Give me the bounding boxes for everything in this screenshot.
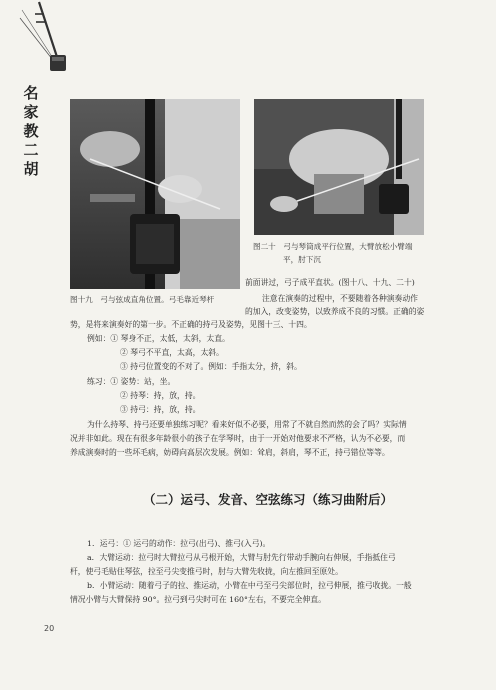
example-line-1: 例如：① 琴身不正，太低，太斜，太直。	[87, 334, 230, 343]
example-line-2: ② 琴弓不平直，太高，太斜。	[120, 348, 224, 357]
bowing-line-2: a．大臂运动：拉弓时大臂拉弓从弓根开始，大臂与肘先行带动手腕向右伸展，手指抵住弓	[87, 553, 396, 562]
figure-19-caption: 图十九 弓与弦成直角位置。弓毛靠近琴杆	[70, 295, 215, 304]
practice-line-3: ③ 持弓：持，放，持。	[120, 405, 201, 414]
photo-figure-20	[254, 99, 424, 235]
bowing-line-1: 1．运弓：① 运弓的动作：拉弓(出弓)、推弓(入弓)。	[87, 539, 271, 548]
bowing-line-5: 情况小臂与大臂保持 90°。拉弓到弓尖时可在 160°左右，不要完全伸直。	[70, 595, 326, 604]
figure-20-caption-line-1: 图二十 弓与琴筒成平行位置，大臂放松小臂端	[253, 242, 413, 251]
sidebar-title-char: 二	[23, 141, 39, 159]
paragraph-line-3: 养成演奏时的一些坏毛病，妨碍向高层次发展。例如：耸肩，斜肩，琴不正，持弓错位等等。	[70, 448, 390, 457]
bowing-line-3: 杆，使弓毛贴住琴弦，拉至弓尖变推弓时，肘与大臂先收拢，向左推回至原处。	[70, 567, 343, 576]
erhu-illustration	[12, 0, 72, 90]
paragraph-line-1: 为什么持琴、持弓还要单独练习呢？看来好似不必要，用常了不就自然而然的会了吗？实际情	[87, 420, 407, 429]
sidebar-title-char: 胡	[23, 160, 39, 178]
body-intro-line-2: 注意在演奏的过程中，不要随着各种演奏动作	[262, 294, 418, 303]
sidebar-title-char: 教	[23, 122, 39, 140]
paragraph-line-2: 况并非如此。现在有很多年龄很小的孩子在学琴时，由于一开始对他要求不严格，认为不必要，而	[70, 434, 406, 443]
body-intro-line-1: 前面讲过，弓子成平直状。(图十八、十九、二十)	[245, 278, 415, 287]
page-number: 20	[44, 624, 55, 633]
section-title: （二）运弓、发音、空弦练习（练习曲附后）	[143, 492, 394, 507]
body-intro-line-4: 势，是将来演奏好的第一步。不正确的持弓及姿势，见图十三、十四。	[70, 320, 312, 329]
body-intro-line-3: 的加入，改变姿势，以致养成不良的习惯。正确的姿	[245, 307, 425, 316]
sidebar-title-char: 名	[23, 84, 39, 102]
sidebar-title	[20, 84, 42, 179]
photo-figure-19	[70, 99, 240, 289]
practice-line-1: 练习：① 姿势：站，坐。	[87, 377, 176, 386]
sidebar-title-char: 家	[23, 103, 39, 121]
bowing-line-4: b．小臂运动：随着弓子的拉、推运动，小臂在中弓至弓尖部位时，拉弓伸展，推弓收拢。一般	[87, 581, 412, 590]
figure-20-caption-line-2: 平，肘下沉	[283, 255, 321, 264]
example-line-3: ③ 持弓位置变的不对了。例如：手指太分，挤，斜。	[120, 362, 302, 371]
practice-line-2: ② 持琴：持，放，持。	[120, 391, 201, 400]
